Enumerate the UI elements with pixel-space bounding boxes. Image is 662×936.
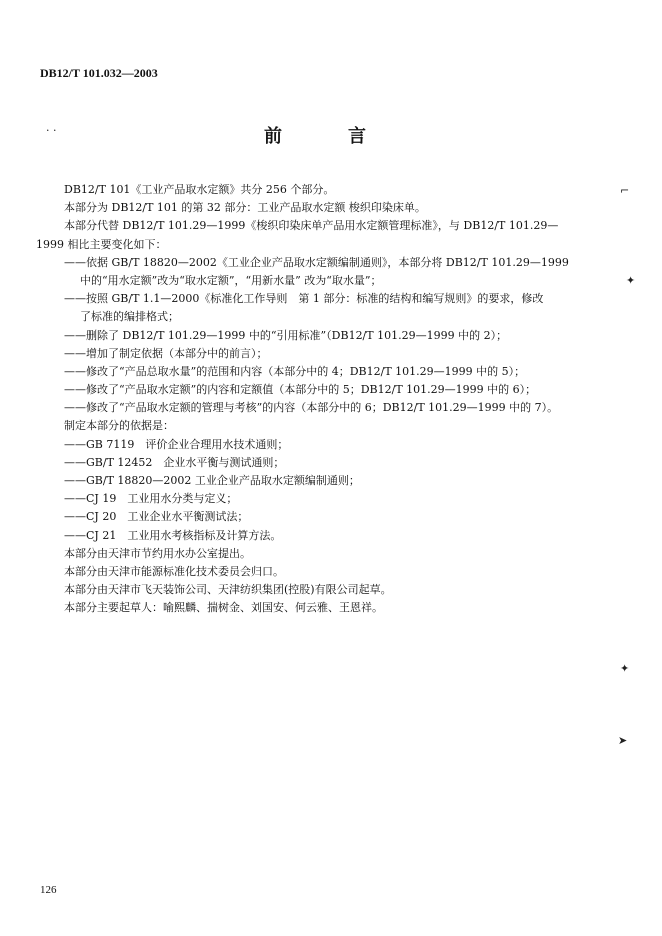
- text-line: ——修改了“产品取水定额”的内容和定额值（本部分中的 5；DB12/T 101.29—1999 中的 6）；: [64, 383, 537, 397]
- scan-speck-mark: ✦: [626, 274, 636, 287]
- text-line: ——CJ 21 工业用水考核指标及计算方法。: [64, 528, 282, 542]
- text-line: 本部分为 DB12/T 101 的第 32 部分：工业产品取水定额 梭织印染床单。: [64, 201, 426, 215]
- text-line: 中的“用水定额”改为“取水定额”，“用新水量” 改为“取水量”；: [80, 273, 382, 287]
- scan-speck-mark: ⌐: [620, 184, 630, 197]
- text-line: ——GB 7119 评价企业合理用水技术通则；: [64, 437, 289, 451]
- text-line: 本部分主要起草人：喻熙麟、揣树金、刘国安、何云雅、王恩祥。: [64, 601, 383, 615]
- document-code: DB12/T 101.032—2003: [40, 66, 158, 80]
- text-line: ——增加了制定依据（本部分中的前言）；: [64, 346, 268, 360]
- text-line: ——CJ 20 工业企业水平衡测试法；: [64, 510, 249, 524]
- text-line: ——GB/T 18820—2002 工业企业产品取水定额编制通则；: [64, 474, 360, 487]
- text-line: 了标准的编排格式；: [80, 310, 179, 324]
- text-line: 本部分由天津市节约用水办公室提出。: [64, 546, 251, 560]
- text-line: ——删除了 DB12/T 101.29—1999 中的“引用标准”（DB12/T 101.29—1999 中的 2）；: [64, 328, 508, 342]
- text-line: ——CJ 19 工业用水分类与定义；: [64, 492, 238, 506]
- text-line: ——修改了“产品总取水量”的范围和内容（本部分中的 4；DB12/T 101.29—1999 中的 5）；: [64, 364, 526, 378]
- page-number: 126: [40, 884, 57, 896]
- text-line: 1999 相比主要变化如下：: [36, 237, 167, 251]
- text-line: 本部分代替 DB12/T 101.29—1999《梭织印染床单产品用水定额管理标准》，与 DB12/T 101.29—: [64, 219, 559, 233]
- page-title: 前 言: [264, 126, 390, 147]
- scan-speck-mark: ✦: [620, 662, 630, 675]
- text-line: 本部分由天津市飞天装饰公司、天津纺织集团(控股)有限公司起草。: [64, 583, 392, 597]
- text-line: ——按照 GB/T 1.1—2000《标准化工作导则 第 1 部分：标准的结构和编写规则》的要求，修改: [64, 292, 544, 306]
- text-line: ——GB/T 12452 企业水平衡与测试通则；: [64, 455, 285, 469]
- body-text: [36, 181, 632, 618]
- text-line: 制定本部分的依据是：: [64, 419, 174, 433]
- scan-speck-mark: ➤: [618, 734, 628, 747]
- scan-speck-mark: · ·: [46, 124, 57, 137]
- text-line: ——修改了“产品取水定额的管理与考核”的内容（本部分中的 6；DB12/T 101.29—1999 中的 7）。: [64, 401, 559, 415]
- text-line: DB12/T 101《工业产品取水定额》共分 256 个部分。: [64, 183, 335, 196]
- text-line: 本部分由天津市能源标准化技术委员会归口。: [64, 564, 284, 578]
- text-line: ——依据 GB/T 18820—2002《工业企业产品取水定额编制通则》，本部分将 DB12/T 101.29—1999: [64, 255, 569, 269]
